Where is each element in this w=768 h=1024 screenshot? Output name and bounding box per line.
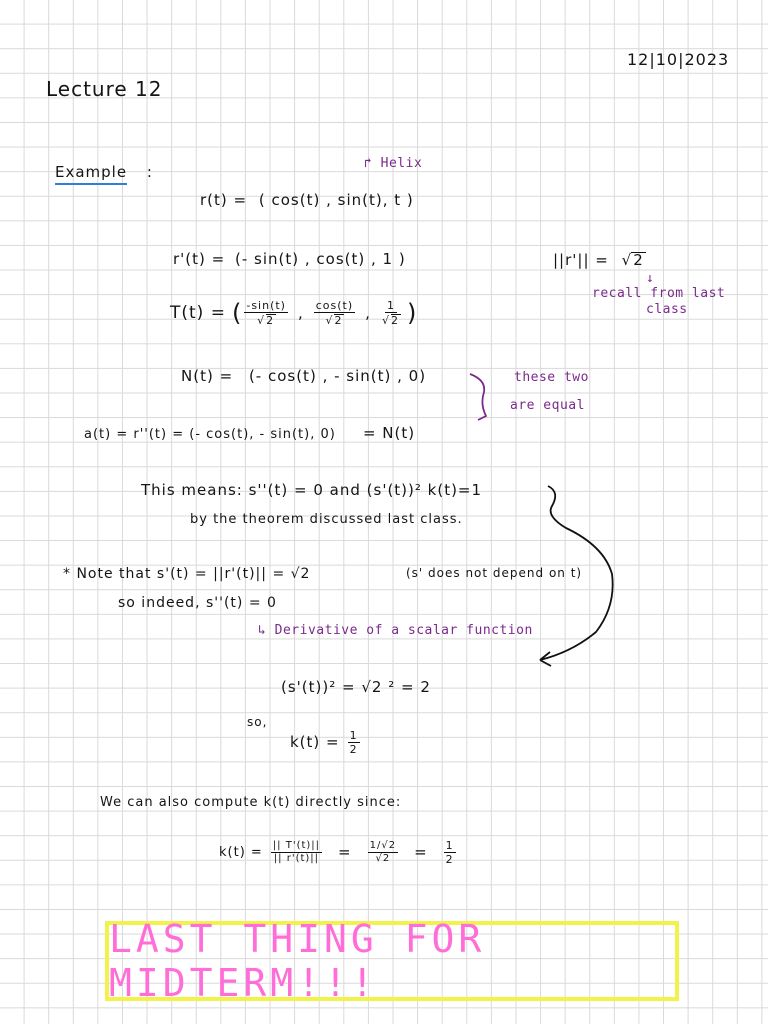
r-lhs: r(t) = (200, 191, 248, 209)
norm-lhs: ||r'|| = (553, 251, 609, 269)
T-frac-2-den-sqrt: √ 2 (334, 314, 344, 326)
T-frac-3-num: 1 (386, 299, 395, 312)
norm-rhs: √ 2 (631, 252, 646, 268)
k2-mid-num: 1/√2 (369, 840, 397, 851)
k2-res-num: 1 (445, 839, 454, 852)
k2-eq2: = (414, 843, 428, 861)
k-lhs: k(t) = (290, 733, 340, 751)
T-equation: T(t) = ( -sin(t) √ 2 , cos(t) √ 2 , 1 √ 2 ) (170, 300, 417, 326)
also-compute-line: We can also compute k(t) directly since: (100, 795, 402, 810)
note-paren: (s' does not depend on t) (406, 566, 583, 580)
example-label-text: Example (55, 163, 127, 185)
a-eq-N: = N(t) (362, 424, 416, 442)
r-rhs: ( cos(t) , sin(t), t ) (258, 191, 414, 209)
T-frac-1-den-sqrt: √ 2 (266, 314, 276, 326)
so-label: so, (247, 715, 268, 729)
midterm-banner (105, 917, 679, 1005)
k2-eq1: = (338, 843, 352, 861)
N-rhs: (- cos(t) , - sin(t) , 0) (248, 367, 427, 385)
corner-arrow-icon: ↱ (364, 156, 373, 171)
k2-res-den: 2 (445, 853, 454, 866)
T-lhs: T(t) = (170, 302, 226, 323)
recall-note-line2: class (646, 302, 688, 317)
down-arrow-icon: ↓ (646, 271, 655, 286)
equal-brace-icon (470, 374, 486, 420)
k2-mid-den: √2 (375, 853, 391, 864)
k2-frac-num: || T'(t)|| (272, 840, 321, 851)
lecture-title: Lecture 12 (46, 77, 163, 101)
a-eq: a(t) = r''(t) = (- cos(t), - sin(t), 0) (84, 427, 336, 442)
k-num: 1 (349, 729, 358, 742)
r-prime-lhs: r'(t) = (173, 250, 226, 268)
equal-note-line2: are equal (510, 398, 585, 413)
date: 12|10|2023 (627, 50, 730, 69)
k2-lhs: k(t) = (219, 845, 263, 860)
s-prime-squared-line: (s'(t))² = √2 ² = 2 (281, 678, 431, 696)
curved-arrow-icon (540, 486, 613, 660)
derivative-note: ↳ Derivative of a scalar function (258, 623, 533, 638)
theorem-line: by the theorem discussed last class. (190, 512, 463, 527)
T-frac-2-num: cos(t) (315, 299, 354, 312)
T-frac-3-den-sqrt: √ 2 (391, 314, 401, 326)
N-lhs: N(t) = (181, 367, 234, 385)
k-den: 2 (349, 743, 358, 756)
recall-note-line1: recall from last (592, 286, 726, 301)
example-colon: : (146, 163, 153, 181)
midterm-banner-text: LAST THING FOR MIDTERM!!! (109, 917, 486, 1005)
T-frac-1-num: -sin(t) (246, 299, 286, 312)
r-prime-rhs: (- sin(t) , cos(t) , 1 ) (235, 250, 406, 268)
note-line: * Note that s'(t) = ||r'(t)|| = √2 (63, 566, 311, 582)
indeed-line: so indeed, s''(t) = 0 (118, 595, 277, 611)
equal-note-line1: these two (514, 370, 589, 385)
helix-note-text: Helix (380, 156, 423, 171)
k2-frac-den: || r'(t)|| (273, 853, 320, 864)
means-line: This means: s''(t) = 0 and (s'(t))² k(t)=1 (141, 481, 483, 499)
